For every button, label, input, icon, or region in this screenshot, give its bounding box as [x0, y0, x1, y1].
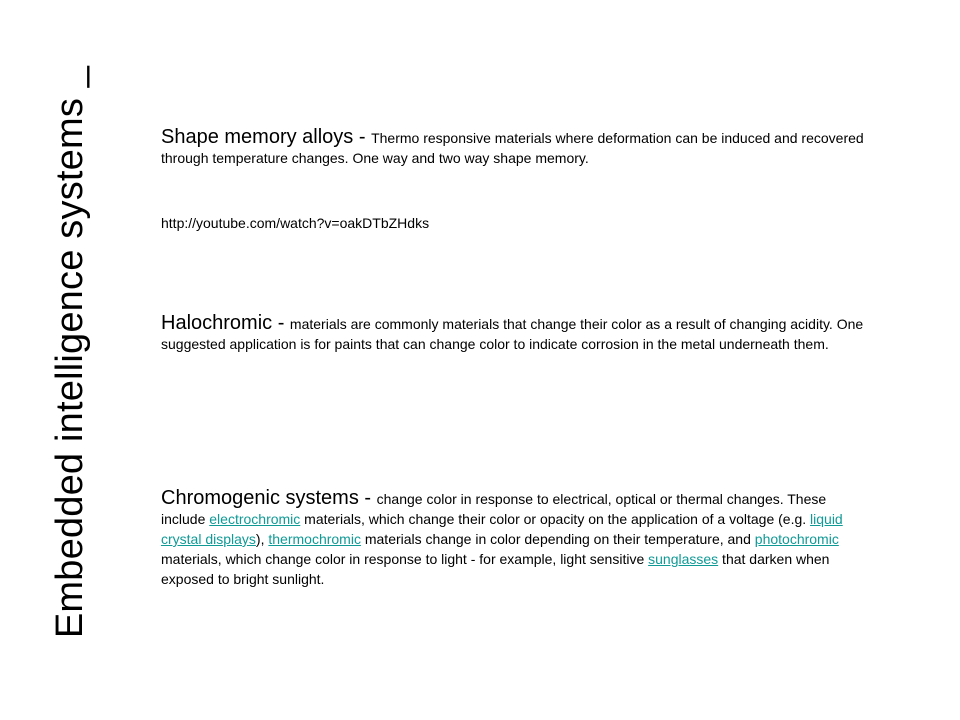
body-shape-memory: Thermo responsive materials where deformation can be induced and recovered through temperature changes. One way and two way shape memory. [161, 130, 864, 166]
section-shape-memory [161, 127, 901, 168]
slide-title: Embedded intelligence systems _ [49, 65, 92, 639]
heading-chromogenic: Chromogenic systems - [161, 487, 377, 509]
link-photochromic[interactable]: photochromic [754, 531, 839, 547]
slide-title-container [45, 34, 95, 670]
chromogenic-text-5: materials, which change color in response to light - for example, light sensitive [161, 551, 649, 567]
section-chromogenic [161, 488, 861, 589]
chromogenic-text-4: materials change in color depending on their temperature, and [360, 531, 755, 547]
heading-shape-memory: Shape memory alloys - [161, 126, 372, 148]
video-url: http://youtube.com/watch?v=oakDTbZHdks [161, 215, 430, 231]
link-liquid-crystal-displays[interactable]: liquid crystal displays [161, 511, 843, 547]
chromogenic-text-6: that darken when exposed to bright sunlight. [161, 551, 830, 587]
link-electrochromic[interactable]: electrochromic [209, 511, 301, 527]
section-halochromic [161, 313, 901, 354]
chromogenic-text-1: change color in response to electrical, optical or thermal changes. These include [161, 491, 827, 527]
link-thermochromic[interactable]: thermochromic [268, 531, 361, 547]
chromogenic-text-2: materials, which change their color or opacity on the application of a voltage (e.g. [300, 511, 811, 527]
chromogenic-text-3: ), [255, 531, 269, 547]
link-sunglasses[interactable]: sunglasses [648, 551, 719, 567]
body-halochromic: materials are commonly materials that change their color as a result of changing acidity. One suggested application is for paints that can change color to indicate corrosion in the metal underneath them. [161, 316, 864, 352]
heading-halochromic: Halochromic - [161, 312, 290, 334]
